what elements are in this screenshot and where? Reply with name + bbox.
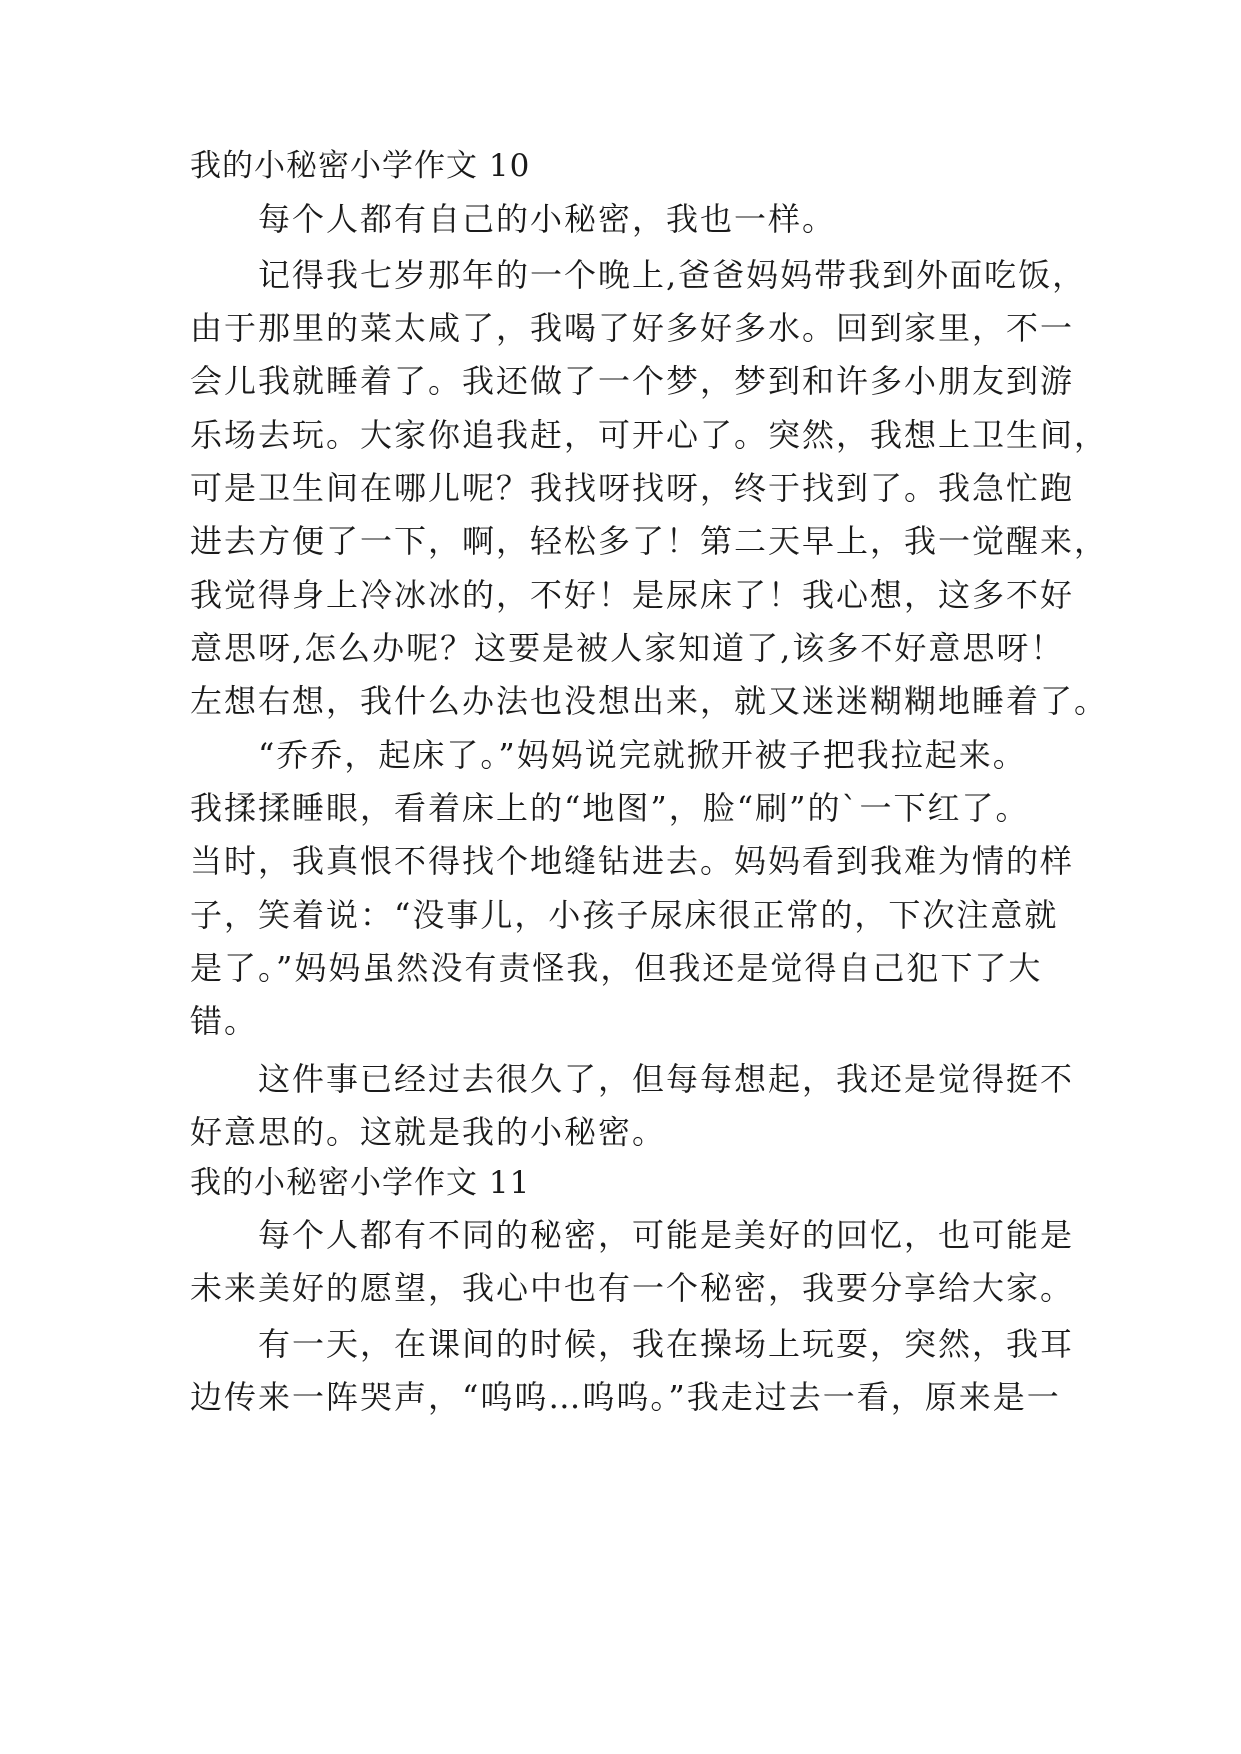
paragraph-line: 每个人都有自己的小秘密，我也一样。 <box>190 200 837 238</box>
paragraph-line: “乔乔，起床了。”妈妈说完就掀开被子把我拉起来。 <box>190 736 1027 774</box>
paragraph-line: 我揉揉睡眼，看着床上的“地图”，脸“刷”的`一下红了。 <box>190 789 1030 827</box>
paragraph-line: 会儿我就睡着了。我还做了一个梦，梦到和许多小朋友到游 <box>190 362 1075 400</box>
paragraph-line: 记得我七岁那年的一个晚上,爸爸妈妈带我到外面吃饭， <box>190 256 1087 294</box>
paragraph-line: 每个人都有不同的秘密，可能是美好的回忆，也可能是 <box>190 1216 1075 1254</box>
paragraph-line: 子，笑着说：“没事儿，小孩子尿床很正常的，下次注意就 <box>190 896 1059 934</box>
paragraph-line: 由于那里的菜太咸了，我喝了好多好多水。回到家里，不一 <box>190 309 1075 347</box>
section-title: 我的小秘密小学作文 11 <box>190 1165 531 1201</box>
paragraph-line: 是了。”妈妈虽然没有责怪我，但我还是觉得自己犯下了大 <box>190 949 1043 987</box>
paragraph-line: 错。 <box>190 1002 259 1040</box>
paragraph-line: 可是卫生间在哪儿呢？我找呀找呀，终于找到了。我急忙跑 <box>190 469 1075 507</box>
paragraph-line: 边传来一阵哭声，“呜呜…呜呜。”我走过去一看，原来是一 <box>190 1378 1061 1416</box>
paragraph-line: 未来美好的愿望，我心中也有一个秘密，我要分享给大家。 <box>190 1269 1075 1307</box>
paragraph-line: 乐场去玩。大家你追我赶，可开心了。突然，我想上卫生间， <box>190 416 1109 454</box>
paragraph-line: 意思呀,怎么办呢？这要是被人家知道了,该多不好意思呀！ <box>190 629 1065 667</box>
paragraph-line: 当时，我真恨不得找个地缝钻进去。妈妈看到我难为情的样 <box>190 842 1075 880</box>
paragraph-line: 有一天，在课间的时候，我在操场上玩耍，突然，我耳 <box>190 1325 1075 1363</box>
section-title: 我的小秘密小学作文 10 <box>190 148 531 184</box>
paragraph-line: 左想右想，我什么办法也没想出来，就又迷迷糊糊地睡着了。 <box>190 682 1109 720</box>
paragraph-line: 这件事已经过去很久了，但每每想起，我还是觉得挺不 <box>190 1060 1075 1098</box>
paragraph-line: 好意思的。这就是我的小秘密。 <box>190 1113 667 1151</box>
paragraph-line: 我觉得身上冷冰冰的，不好！是尿床了！我心想，这多不好 <box>190 576 1075 614</box>
paragraph-line: 进去方便了一下，啊，轻松多了！第二天早上，我一觉醒来， <box>190 522 1109 560</box>
